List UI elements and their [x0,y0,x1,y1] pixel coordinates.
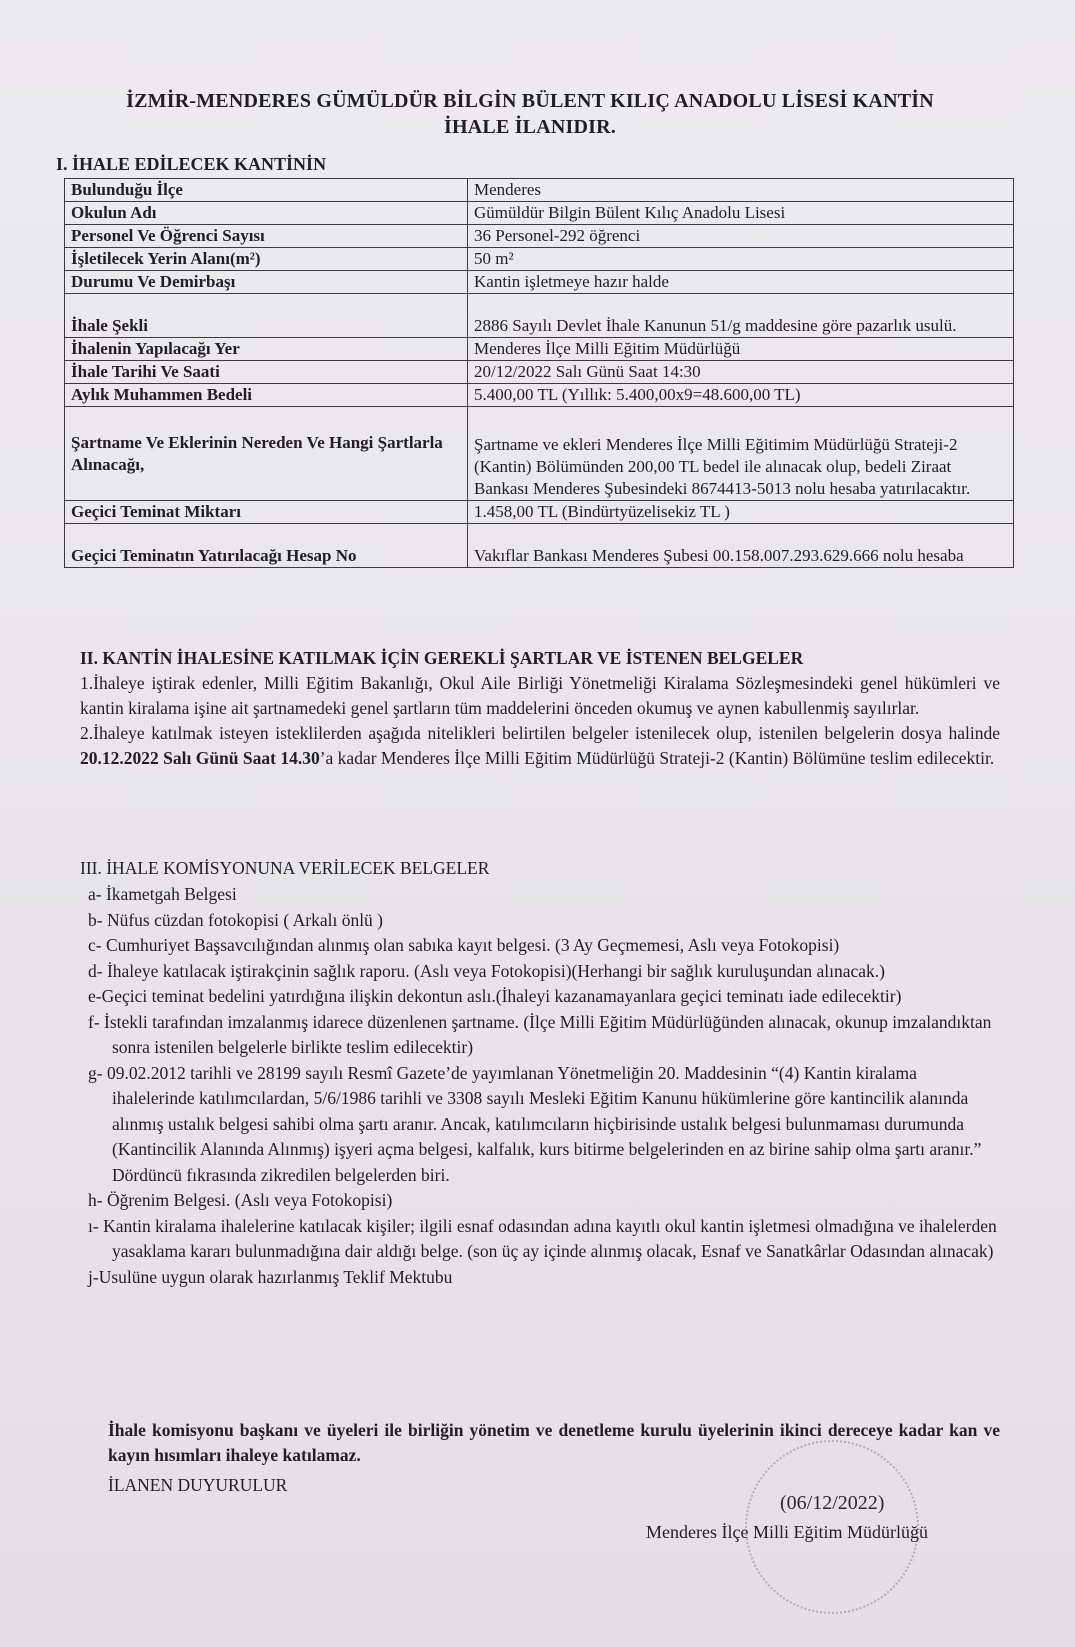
info-row [65,407,1014,501]
announcement-closing: İLANEN DUYURULUR [108,1475,288,1495]
document-list-item: c- Cumhuriyet Başsavcılığından alınmış olan sabıka kayıt belgesi. (3 Ay Geçmemesi, Aslı veya Fotokopisi) [88,935,840,955]
info-key: İhale Şekli [65,294,468,338]
info-value: 2886 Sayılı Devlet İhale Kanunun 51/g maddesine göre pazarlık usulü. [468,294,1014,338]
info-row [65,294,1014,338]
info-value: 36 Personel-292 öğrenci [468,225,1014,248]
p2-text-b: ’a kadar Menderes İlçe Milli Eğitim Müdürlüğü Strateji-2 (Kantin) Bölümüne teslim edilecektir. [319,748,995,768]
info-value: 1.458,00 TL (Bindürtyüzelisekiz TL ) [468,501,1014,524]
info-key: Şartname Ve Eklerinin Nereden Ve Hangi Şartlarla Alınacağı, [65,407,468,501]
info-row [65,225,1014,248]
info-value: Menderes İlçe Milli Eğitim Müdürlüğü [468,338,1014,361]
info-value: 20/12/2022 Salı Günü Saat 14:30 [468,361,1014,384]
document-list-item: j-Usulüne uygun olarak hazırlanmış Teklif Mektubu [88,1266,453,1287]
info-row [65,248,1014,271]
section-3-heading: III. İHALE KOMİSYONUNA VERİLECEK BELGELER [80,858,490,878]
title-line-2: İHALE İLANIDIR. [444,116,616,138]
info-value: Şartname ve ekleri Menderes İlçe Milli Eğitimim Müdürlüğü Strateji-2 (Kantin) Bölümünden 200,00 TL bedel ile alınacak olup, bedeli Ziraat Bankası Menderes Şubesindeki 8674413-5013 nolu hesaba yatırılacaktır. [468,407,1014,501]
info-key: Bulunduğu İlçe [65,179,468,202]
info-key: İşletilecek Yerin Alanı(m²) [65,248,468,271]
p2-text-a: 2.İhaleye katılmak isteyen isteklilerden aşağıda nitelikleri belirtilen belgeler istenilecek olup, istenilen belgelerin dosya halinde [80,723,1000,743]
info-row [65,271,1014,294]
info-key: Durumu Ve Demirbaşı [65,271,468,294]
canteen-info-table [64,178,1014,568]
document-list-item: a- İkametgah Belgesi [88,884,237,904]
info-value: Gümüldür Bilgin Bülent Kılıç Anadolu Lisesi [468,202,1014,225]
issuing-authority: Menderes İlçe Milli Eğitim Müdürlüğü [646,1522,928,1542]
info-key: Aylık Muhammen Bedeli [65,384,468,407]
document-list-item: e-Geçici teminat bedelini yatırdığına ilişkin dekontun aslı.(İhaleyi kazanamayanlara geçici teminatı iade edilecektir) [88,986,902,1006]
document-list-item: b- Nüfus cüzdan fotokopisi ( Arkalı önlü ) [88,909,384,930]
info-row [65,384,1014,407]
info-value: 50 m² [468,248,1014,271]
documents-list [88,882,1000,1290]
info-key: İhalenin Yapılacağı Yer [65,338,468,361]
section-2-paragraph-2 [80,721,1000,771]
info-value: 5.400,00 TL (Yıllık: 5.400,00x9=48.600,00 TL) [468,384,1014,407]
info-key: Geçici Teminatın Yatırılacağı Hesap No [65,524,468,568]
info-value: Kantin işletmeye hazır halde [468,271,1014,294]
info-row [65,361,1014,384]
info-key: Geçici Teminat Miktarı [65,501,468,524]
document-title [60,88,1000,140]
document-list-item: ı- Kantin kiralama ihalelerine katılacak kişiler; ilgili esnaf odasından adına kayıtlı okul kantin işletmesi olmadığına ve ihalelerden yasaklama kararı bulunmadığına dair aldığı belge. (son üç ay içinde alınmış olacak, Esnaf ve Sanatkârlar Odasından alınacak) [88,1215,997,1261]
info-row [65,179,1014,202]
commission-notice: İhale komisyonu başkanı ve üyeleri ile birliğin yönetim ve denetleme kurulu üyelerinin ikinci dereceye kadar kan ve kayın hısımları ihaleye katılamaz. [108,1420,1000,1465]
info-row [65,501,1014,524]
info-row [65,524,1014,568]
document-list-item: g- 09.02.2012 tarihli ve 28199 sayılı Resmî Gazete’de yayımlanan Yönetmeliğin 20. Maddesinin “(4) Kantin kiralama ihalelerinde katılımcılardan, 5/6/1986 tarihli ve 3308 sayılı Mesleki Eğitim Kanunu hükümlerine göre kantincilik alanında alınmış ustalık belgesi sahibi olma şartı aranır. Ancak, katılımcıların hiçbirisinde ustalık belgesi bulunmaması durumunda (Kantincilik Alanında Alınmış) işyeri açma belgesi, kalfalık, kurs bitirme belgelerinden en az birine sahip olma şartı aranır.” Dördüncü fıkrasında zikredilen belgelerden biri. [88,1062,982,1185]
info-row [65,202,1014,225]
info-value: Menderes [468,179,1014,202]
info-value: Vakıflar Bankası Menderes Şubesi 00.158.007.293.629.666 nolu hesaba [468,524,1014,568]
title-line-1: İZMİR-MENDERES GÜMÜLDÜR BİLGİN BÜLENT KILIÇ ANADOLU LİSESİ KANTİN [126,90,934,112]
document-list-item: d- İhaleye katılacak iştirakçinin sağlık raporu. (Aslı veya Fotokopisi)(Herhangi bir sağlık kuruluşundan alınacak.) [88,960,885,981]
section-2-paragraph-1: 1.İhaleye iştirak edenler, Milli Eğitim Bakanlığı, Okul Aile Birliği Yönetmeliği Kiralama Sözleşmesindeki genel hükümleri ve kantin kiralama işine ait şartnamedeki genel şartların tüm maddelerini önceden okumuş ve aynen kabullenmiş sayılırlar. [80,673,1000,718]
section-1-heading: I. İHALE EDİLECEK KANTİNİN [56,154,327,174]
issue-date: (06/12/2022) [780,1492,885,1514]
info-key: Personel Ve Öğrenci Sayısı [65,225,468,248]
document-list-item: f- İstekli tarafından imzalanmış idarece düzenlenen şartname. (İlçe Milli Eğitim Müdürlüğünden alınacak, okunup imzalandıktan sonra istenilen belgelerle birlikte teslim edilecektir) [88,1011,992,1057]
info-key: İhale Tarihi Ve Saati [65,361,468,384]
section-2 [80,646,1000,771]
info-key: Okulun Adı [65,202,468,225]
p2-deadline: 20.12.2022 Salı Günü Saat 14.30 [80,748,320,768]
section-2-heading: II. KANTİN İHALESİNE KATILMAK İÇİN GEREKLİ ŞARTLAR VE İSTENEN BELGELER [80,648,804,668]
document-list-item: h- Öğrenim Belgesi. (Aslı veya Fotokopisi) [88,1190,393,1210]
info-row [65,338,1014,361]
